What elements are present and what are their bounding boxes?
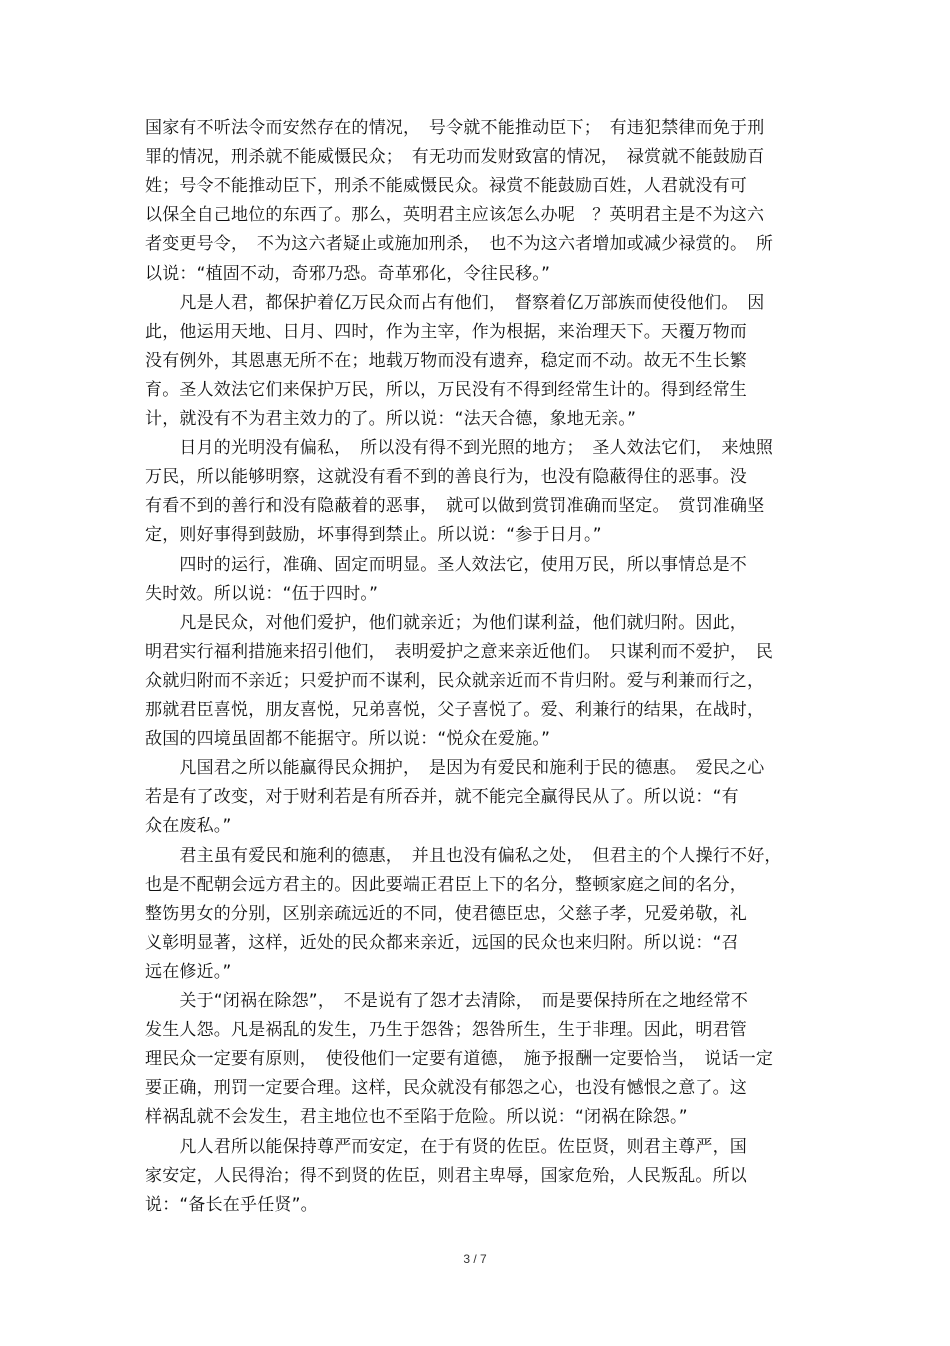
text-line: 发生人怨。凡是祸乱的发生，乃生于怨咎；怨咎所生，生于非理。因此，明君管	[145, 1020, 747, 1041]
text-line: 明君实行福利措施来招引他们， 表明爱护之意来亲近他们。 只谋利而不爱护， 民	[145, 641, 774, 662]
text-line: 众就归附而不亲近；只爱护而不谋利，民众就亲近而不肯归附。爱与利兼而行之，	[145, 670, 765, 691]
text-line: 失时效。所以说：“伍于四时。”	[145, 583, 379, 604]
text-line: 关于“闭祸在除怨”， 不是说有了怨才去清除， 而是要保持所在之地经常不	[145, 991, 749, 1011]
text-line: 家安定，人民得治；得不到贤的佐臣，则君主卑辱，国家危殆，人民叛乱。所以	[145, 1165, 747, 1186]
text-line: 义彰明显著，这样，近处的民众都来亲近，远国的民众也来归附。所以说：“召	[145, 932, 739, 953]
text-line: 计，就没有不为君主效力的了。所以说：“法天合德，象地无亲。”	[145, 409, 637, 429]
text-line: 凡国君之所以能赢得民众拥护， 是因为有爱民和施利于民的德惠。 爱民之心	[145, 758, 765, 779]
text-line: 凡是民众，对他们爱护，他们就亲近；为他们谋利益，他们就归附。因此，	[145, 612, 747, 633]
text-line: 那就君臣喜悦，朋友喜悦，兄弟喜悦，父子喜悦了。爱、利兼行的结果，在战时，	[145, 700, 765, 720]
text-line: 凡人君所以能保持尊严而安定，在于有贤的佐臣。佐臣贤，则君主尊严，国	[145, 1136, 747, 1157]
text-line: 育。圣人效法它们来保护万民，所以，万民没有不得到经常生计的。得到经常生	[145, 379, 747, 400]
text-line: 定，则好事得到鼓励，坏事得到禁止。所以说：“参于日月。”	[145, 525, 602, 546]
text-line: 没有例外，其恩惠无所不在；地载万物而没有遗弃，稳定而不动。故无不生长繁	[145, 350, 747, 371]
text-line: 整饬男女的分别，区别亲疏远近的不同，使君德臣忠，父慈子孝，兄爱弟敬，礼	[145, 903, 747, 924]
text-line: 国家有不听法令而安然存在的情况， 号令就不能推动臣下； 有违犯禁律而免于刑	[145, 118, 765, 138]
text-line: 以说：“植固不动，奇邪乃恐。奇革邪化，令往民移。”	[145, 263, 551, 284]
text-line: 者变更号令， 不为这六者疑止或施加刑杀， 也不为这六者增加或减少禄赏的。 所	[145, 234, 774, 255]
text-line: 若是有了改变，对于财利若是有所吞并，就不能完全赢得民从了。所以说：“有	[145, 787, 739, 808]
text-line: 此，他运用天地、日月、四时，作为主宰，作为根据，来治理天下。天覆万物而	[145, 321, 747, 342]
text-line: 众在废私。”	[145, 816, 232, 837]
text-line: 四时的运行，准确、固定而明显。圣人效法它，使用万民，所以事情总是不	[145, 554, 747, 575]
text-line: 姓；号令不能推动臣下，刑杀不能威慑民众。禄赏不能鼓励百姓，人君就没有可	[145, 176, 747, 197]
text-line: 凡是人君，都保护着亿万民众而占有他们， 督察着亿万部族而使役他们。 因	[145, 292, 765, 313]
text-line: 也是不配朝会远方君主的。因此要端正君臣上下的名分，整顿家庭之间的名分，	[145, 874, 747, 895]
text-line: 君主虽有爱民和施利的德惠， 并且也没有偏私之处， 但君主的个人操行不好，	[145, 845, 782, 866]
text-line: 样祸乱就不会发生，君主地位也不至陷于危险。所以说：“闭祸在除怨。”	[145, 1107, 688, 1128]
text-line: 说：“备长在乎任贤”。	[145, 1194, 318, 1215]
text-line: 理民众一定要有原则， 使役他们一定要有道德， 施予报酬一定要恰当， 说话一定	[145, 1049, 774, 1070]
text-line: 以保全自己地位的东西了。那么，英明君主应该怎么办呢 ？英明君主是不为这六	[145, 205, 765, 226]
text-line: 日月的光明没有偏私， 所以没有得不到光照的地方； 圣人效法它们， 来烛照	[145, 438, 774, 459]
text-line: 远在修近。”	[145, 961, 232, 982]
page-number: 3 / 7	[463, 1252, 487, 1266]
text-line: 有看不到的善行和没有隐蔽着的恶事， 就可以做到赏罚准确而坚定。 赏罚准确坚	[145, 496, 765, 517]
text-line: 要正确，刑罚一定要合理。这样，民众就没有郁怨之心，也没有憾恨之意了。这	[145, 1078, 747, 1099]
text-line: 罪的情况，刑杀就不能威慑民众； 有无功而发财致富的情况， 禄赏就不能鼓励百	[145, 147, 765, 168]
text-line: 敌国的四境虽固都不能据守。所以说：“悦众在爱施。”	[145, 729, 551, 750]
text-line: 万民，所以能够明察，这就没有看不到的善良行为，也没有隐蔽得住的恶事。没	[145, 467, 747, 488]
